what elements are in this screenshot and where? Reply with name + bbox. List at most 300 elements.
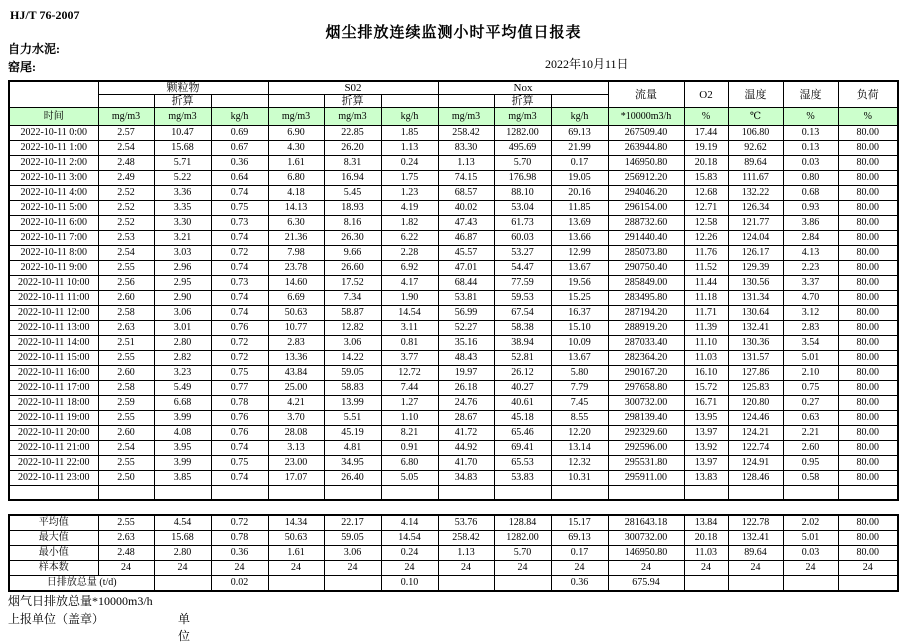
table-cell: 2022-10-11 18:00 [9, 396, 98, 411]
table-cell: 292596.00 [608, 441, 684, 456]
table-cell: 80.00 [838, 201, 898, 216]
table-cell: 176.98 [494, 171, 551, 186]
table-cell: 6.69 [268, 291, 324, 306]
blank-cell [9, 486, 98, 501]
table-cell: 7.34 [324, 291, 381, 306]
table-cell: 1.10 [381, 411, 438, 426]
pm-converted-label: 折算 [154, 95, 211, 108]
table-cell: 2022-10-11 23:00 [9, 471, 98, 486]
table-cell: 53.76 [438, 515, 494, 531]
table-cell: 80.00 [838, 306, 898, 321]
unit-cell: mg/m3 [494, 108, 551, 126]
table-cell: 40.61 [494, 396, 551, 411]
col-group-so2: S02 [268, 81, 438, 95]
table-cell: 132.41 [728, 321, 783, 336]
table-cell: 0.91 [381, 441, 438, 456]
table-cell: 26.30 [324, 231, 381, 246]
table-cell: 2.80 [154, 336, 211, 351]
table-cell: 16.10 [684, 366, 728, 381]
table-cell: 283495.80 [608, 291, 684, 306]
table-cell: 130.64 [728, 306, 783, 321]
table-cell: 2.28 [381, 246, 438, 261]
table-cell: 15.17 [551, 515, 608, 531]
table-cell: 11.39 [684, 321, 728, 336]
table-cell: 5.45 [324, 186, 381, 201]
table-cell: 3.12 [783, 306, 838, 321]
table-cell: 128.46 [728, 471, 783, 486]
table-cell: 0.74 [211, 471, 268, 486]
table-cell: 16.71 [684, 396, 728, 411]
daily-total-row [9, 576, 898, 592]
table-cell: 11.76 [684, 246, 728, 261]
unit-cell: mg/m3 [268, 108, 324, 126]
table-cell: 2.60 [783, 441, 838, 456]
table-cell: 1.13 [438, 546, 494, 561]
table-cell: 0.24 [381, 156, 438, 171]
table-cell: 48.43 [438, 351, 494, 366]
table-cell: 最大值 [9, 531, 98, 546]
table-cell: 12.58 [684, 216, 728, 231]
table-cell: 3.23 [154, 366, 211, 381]
table-cell: 2.55 [98, 456, 154, 471]
table-cell: 2.96 [154, 261, 211, 276]
table-cell: 24 [608, 561, 684, 576]
table-cell: 300732.00 [608, 396, 684, 411]
table-cell: 13.97 [684, 426, 728, 441]
blank-cell [211, 486, 268, 501]
daily-total-label: 日排放总量 (t/d) [9, 576, 154, 592]
unit-cell: mg/m3 [438, 108, 494, 126]
table-cell: 24 [838, 561, 898, 576]
table-cell: 1.61 [268, 156, 324, 171]
table-cell: 0.63 [783, 411, 838, 426]
table-cell: 2.48 [98, 156, 154, 171]
table-cell: 20.18 [684, 531, 728, 546]
table-cell: 10.47 [154, 126, 211, 141]
table-cell: 3.99 [154, 456, 211, 471]
table-cell: 18.93 [324, 201, 381, 216]
table-cell: 38.94 [494, 336, 551, 351]
table-cell: 80.00 [838, 456, 898, 471]
table-cell: 0.72 [211, 515, 268, 531]
table-cell: 13.99 [324, 396, 381, 411]
table-cell: 1.75 [381, 171, 438, 186]
table-cell: 52.81 [494, 351, 551, 366]
table-cell: 1.90 [381, 291, 438, 306]
table-cell: 3.21 [154, 231, 211, 246]
spacer-row [9, 486, 898, 501]
daily-total-so2: 0.10 [381, 576, 438, 592]
table-cell: 127.86 [728, 366, 783, 381]
table-cell: 6.22 [381, 231, 438, 246]
table-cell: 50.63 [268, 306, 324, 321]
table-cell: 83.30 [438, 141, 494, 156]
table-cell: 2022-10-11 7:00 [9, 231, 98, 246]
table-cell: 0.03 [783, 156, 838, 171]
summary-row [9, 531, 898, 546]
table-cell: 2.80 [154, 546, 211, 561]
table-cell: 6.30 [268, 216, 324, 231]
table-cell: 2.52 [98, 216, 154, 231]
table-cell: 2.57 [98, 126, 154, 141]
table-cell: 89.64 [728, 546, 783, 561]
table-cell: 5.70 [494, 546, 551, 561]
data-row [9, 171, 898, 186]
table-cell: 88.10 [494, 186, 551, 201]
table-cell: 2.50 [98, 471, 154, 486]
blank-cell [494, 486, 551, 501]
table-cell: 295531.80 [608, 456, 684, 471]
blank-cell [684, 486, 728, 501]
table-cell: 13.84 [684, 515, 728, 531]
table-cell: 平均值 [9, 515, 98, 531]
table-cell: 45.18 [494, 411, 551, 426]
summary-row [9, 515, 898, 531]
table-cell: 80.00 [838, 321, 898, 336]
table-cell: 24 [211, 561, 268, 576]
blank-cell [551, 95, 608, 108]
table-cell: 2022-10-11 13:00 [9, 321, 98, 336]
table-cell: 2.59 [98, 396, 154, 411]
table-cell: 80.00 [838, 396, 898, 411]
table-cell: 3.95 [154, 441, 211, 456]
table-cell: 2.58 [98, 306, 154, 321]
table-cell: 53.27 [494, 246, 551, 261]
table-cell: 126.34 [728, 201, 783, 216]
table-cell: 11.03 [684, 546, 728, 561]
company-label: 自力水泥: [8, 42, 60, 56]
data-row [9, 306, 898, 321]
table-cell: 0.72 [211, 336, 268, 351]
table-cell: 2022-10-11 9:00 [9, 261, 98, 276]
table-cell: 0.13 [783, 141, 838, 156]
table-cell: 68.57 [438, 186, 494, 201]
table-cell: 287194.20 [608, 306, 684, 321]
blank-cell [838, 576, 898, 592]
table-cell: 0.74 [211, 261, 268, 276]
table-cell: 2022-10-11 10:00 [9, 276, 98, 291]
col-header-flow: 流量 [608, 81, 684, 108]
so2-converted-label: 折算 [324, 95, 381, 108]
col-header-load: 负荷 [838, 81, 898, 108]
table-cell: 26.40 [324, 471, 381, 486]
table-cell: 2022-10-11 22:00 [9, 456, 98, 471]
table-cell: 121.77 [728, 216, 783, 231]
table-cell: 5.01 [783, 351, 838, 366]
table-cell: 290167.20 [608, 366, 684, 381]
blank-cell [728, 576, 783, 592]
table-cell: 2.56 [98, 276, 154, 291]
table-cell: 1.13 [381, 141, 438, 156]
data-row [9, 201, 898, 216]
data-row [9, 426, 898, 441]
table-cell: 1.85 [381, 126, 438, 141]
table-cell: 0.74 [211, 291, 268, 306]
table-cell: 24 [98, 561, 154, 576]
table-cell: 58.83 [324, 381, 381, 396]
table-cell: 4.70 [783, 291, 838, 306]
table-cell: 0.72 [211, 246, 268, 261]
table-cell: 2.54 [98, 441, 154, 456]
table-cell: 19.56 [551, 276, 608, 291]
standard-code: HJ/T 76-2007 [10, 8, 80, 22]
table-cell: 131.57 [728, 351, 783, 366]
table-cell: 8.31 [324, 156, 381, 171]
table-cell: 80.00 [838, 471, 898, 486]
table-cell: 124.46 [728, 411, 783, 426]
unit-cell: kg/h [381, 108, 438, 126]
table-cell: 287033.40 [608, 336, 684, 351]
table-cell: 4.19 [381, 201, 438, 216]
table-cell: 53.81 [438, 291, 494, 306]
table-cell: 0.17 [551, 546, 608, 561]
data-row [9, 456, 898, 471]
table-cell: 2.23 [783, 261, 838, 276]
table-cell: 5.71 [154, 156, 211, 171]
table-cell: 0.80 [783, 171, 838, 186]
table-cell: 0.74 [211, 441, 268, 456]
table-cell: 77.59 [494, 276, 551, 291]
table-cell: 2.53 [98, 231, 154, 246]
table-cell: 4.17 [381, 276, 438, 291]
table-cell: 267509.40 [608, 126, 684, 141]
table-cell: 2.95 [154, 276, 211, 291]
table-cell: 25.00 [268, 381, 324, 396]
table-cell: 80.00 [838, 141, 898, 156]
table-cell: 3.06 [324, 546, 381, 561]
table-cell: 0.78 [211, 396, 268, 411]
unit-cell: kg/h [211, 108, 268, 126]
table-cell: 11.18 [684, 291, 728, 306]
table-cell: 24 [154, 561, 211, 576]
table-cell: 15.10 [551, 321, 608, 336]
table-cell: 68.44 [438, 276, 494, 291]
blank-cell [154, 576, 211, 592]
table-cell: 26.12 [494, 366, 551, 381]
table-cell: 1.82 [381, 216, 438, 231]
table-cell: 69.13 [551, 126, 608, 141]
blank-cell [211, 95, 268, 108]
table-cell: 5.80 [551, 366, 608, 381]
table-cell: 3.54 [783, 336, 838, 351]
table-cell: 26.60 [324, 261, 381, 276]
time-header: 时间 [9, 108, 98, 126]
table-cell: 2.90 [154, 291, 211, 306]
table-cell: 130.36 [728, 336, 783, 351]
table-cell: 0.75 [211, 456, 268, 471]
table-cell: 21.36 [268, 231, 324, 246]
table-cell: 12.26 [684, 231, 728, 246]
table-cell: 80.00 [838, 381, 898, 396]
table-cell: 12.32 [551, 456, 608, 471]
table-cell: 14.22 [324, 351, 381, 366]
table-cell: 2022-10-11 5:00 [9, 201, 98, 216]
table-cell: 14.34 [268, 515, 324, 531]
table-cell: 2.55 [98, 261, 154, 276]
blank-cell [838, 486, 898, 501]
table-cell: 24 [783, 561, 838, 576]
table-cell: 2.60 [98, 291, 154, 306]
table-cell: 40.27 [494, 381, 551, 396]
table-cell: 13.14 [551, 441, 608, 456]
table-cell: 2.55 [98, 515, 154, 531]
table-cell: 6.90 [268, 126, 324, 141]
data-row [9, 441, 898, 456]
table-cell: 19.97 [438, 366, 494, 381]
table-cell: 26.20 [324, 141, 381, 156]
table-cell: 146950.80 [608, 156, 684, 171]
table-cell: 26.18 [438, 381, 494, 396]
unit-cell: % [684, 108, 728, 126]
table-cell: 0.27 [783, 396, 838, 411]
table-cell: 58.38 [494, 321, 551, 336]
table-cell: 2022-10-11 8:00 [9, 246, 98, 261]
data-row [9, 396, 898, 411]
table-cell: 12.82 [324, 321, 381, 336]
data-row [9, 231, 898, 246]
blank-cell [494, 576, 551, 592]
table-cell: 14.54 [381, 531, 438, 546]
table-cell: 69.13 [551, 531, 608, 546]
table-cell: 24 [381, 561, 438, 576]
table-cell: 80.00 [838, 411, 898, 426]
table-cell: 3.77 [381, 351, 438, 366]
table-cell: 281643.18 [608, 515, 684, 531]
table-cell: 80.00 [838, 246, 898, 261]
table-cell: 0.64 [211, 171, 268, 186]
table-cell: 285849.00 [608, 276, 684, 291]
blank-cell [98, 486, 154, 501]
table-cell: 11.52 [684, 261, 728, 276]
table-cell: 122.78 [728, 515, 783, 531]
blank-cell [783, 576, 838, 592]
time-header-blank [9, 81, 98, 108]
table-cell: 44.92 [438, 441, 494, 456]
table-cell: 2022-10-11 15:00 [9, 351, 98, 366]
table-cell: 13.97 [684, 456, 728, 471]
table-cell: 23.78 [268, 261, 324, 276]
table-cell: 19.05 [551, 171, 608, 186]
table-cell: 56.99 [438, 306, 494, 321]
table-cell: 80.00 [838, 216, 898, 231]
table-cell: 15.83 [684, 171, 728, 186]
table-cell: 2.48 [98, 546, 154, 561]
table-cell: 258.42 [438, 126, 494, 141]
table-cell: 3.99 [154, 411, 211, 426]
table-cell: 4.54 [154, 515, 211, 531]
blank-cell [381, 486, 438, 501]
table-cell: 41.72 [438, 426, 494, 441]
table-cell: 0.93 [783, 201, 838, 216]
table-cell: 61.73 [494, 216, 551, 231]
table-cell: 129.39 [728, 261, 783, 276]
table-cell: 0.73 [211, 276, 268, 291]
table-cell: 0.24 [381, 546, 438, 561]
table-cell: 2.02 [783, 515, 838, 531]
table-cell: 28.67 [438, 411, 494, 426]
daily-total-nox: 0.36 [551, 576, 608, 592]
table-cell: 295911.00 [608, 471, 684, 486]
table-cell: 43.84 [268, 366, 324, 381]
table-cell: 24 [728, 561, 783, 576]
kiln-label: 窑尾: [8, 60, 36, 74]
table-cell: 2.84 [783, 231, 838, 246]
report-date: 2022年10月11日 [545, 57, 629, 71]
table-cell: 0.36 [211, 156, 268, 171]
table-cell: 120.80 [728, 396, 783, 411]
table-cell: 2.10 [783, 366, 838, 381]
table-cell: 0.58 [783, 471, 838, 486]
table-cell: 282364.20 [608, 351, 684, 366]
table-cell: 132.41 [728, 531, 783, 546]
table-cell: 24 [324, 561, 381, 576]
blank-cell [324, 486, 381, 501]
data-row [9, 156, 898, 171]
table-cell: 4.08 [154, 426, 211, 441]
table-cell: 59.53 [494, 291, 551, 306]
table-cell: 2.83 [783, 321, 838, 336]
footer-signature-line [8, 610, 191, 643]
table-cell: 11.71 [684, 306, 728, 321]
table-cell: 294046.20 [608, 186, 684, 201]
table-cell: 15.68 [154, 531, 211, 546]
data-row [9, 381, 898, 396]
table-cell: 3.03 [154, 246, 211, 261]
table-cell: 0.75 [211, 201, 268, 216]
table-cell: 128.84 [494, 515, 551, 531]
unit-cell: ℃ [728, 108, 783, 126]
table-cell: 0.13 [783, 126, 838, 141]
table-cell: 74.15 [438, 171, 494, 186]
table-cell: 2.83 [268, 336, 324, 351]
table-cell: 3.01 [154, 321, 211, 336]
table-cell: 53.83 [494, 471, 551, 486]
table-cell: 288919.20 [608, 321, 684, 336]
table-cell: 13.83 [684, 471, 728, 486]
table-cell: 4.14 [381, 515, 438, 531]
data-row [9, 351, 898, 366]
summary-rows [9, 515, 898, 576]
table-cell: 6.68 [154, 396, 211, 411]
summary-table [8, 514, 899, 592]
table-cell: 0.77 [211, 381, 268, 396]
blank-cell [98, 95, 154, 108]
table-cell: 2022-10-11 11:00 [9, 291, 98, 306]
table-cell: 13.95 [684, 411, 728, 426]
data-rows [9, 126, 898, 486]
table-cell: 0.36 [211, 546, 268, 561]
table-cell: 67.54 [494, 306, 551, 321]
table-cell: 0.75 [211, 366, 268, 381]
table-cell: 7.98 [268, 246, 324, 261]
table-cell: 4.21 [268, 396, 324, 411]
table-cell: 2.54 [98, 246, 154, 261]
table-cell: 28.08 [268, 426, 324, 441]
table-cell: 24 [551, 561, 608, 576]
col-header-temp: 温度 [728, 81, 783, 108]
table-cell: 3.06 [154, 306, 211, 321]
table-cell: 54.47 [494, 261, 551, 276]
table-cell: 21.99 [551, 141, 608, 156]
blank-cell [684, 576, 728, 592]
unit-cell: *10000m3/h [608, 108, 684, 126]
page-title: 烟尘排放连续监测小时平均值日报表 [325, 25, 582, 41]
table-cell: 89.64 [728, 156, 783, 171]
table-cell: 0.76 [211, 321, 268, 336]
blank-cell [728, 486, 783, 501]
unit-cell: mg/m3 [98, 108, 154, 126]
data-row [9, 141, 898, 156]
